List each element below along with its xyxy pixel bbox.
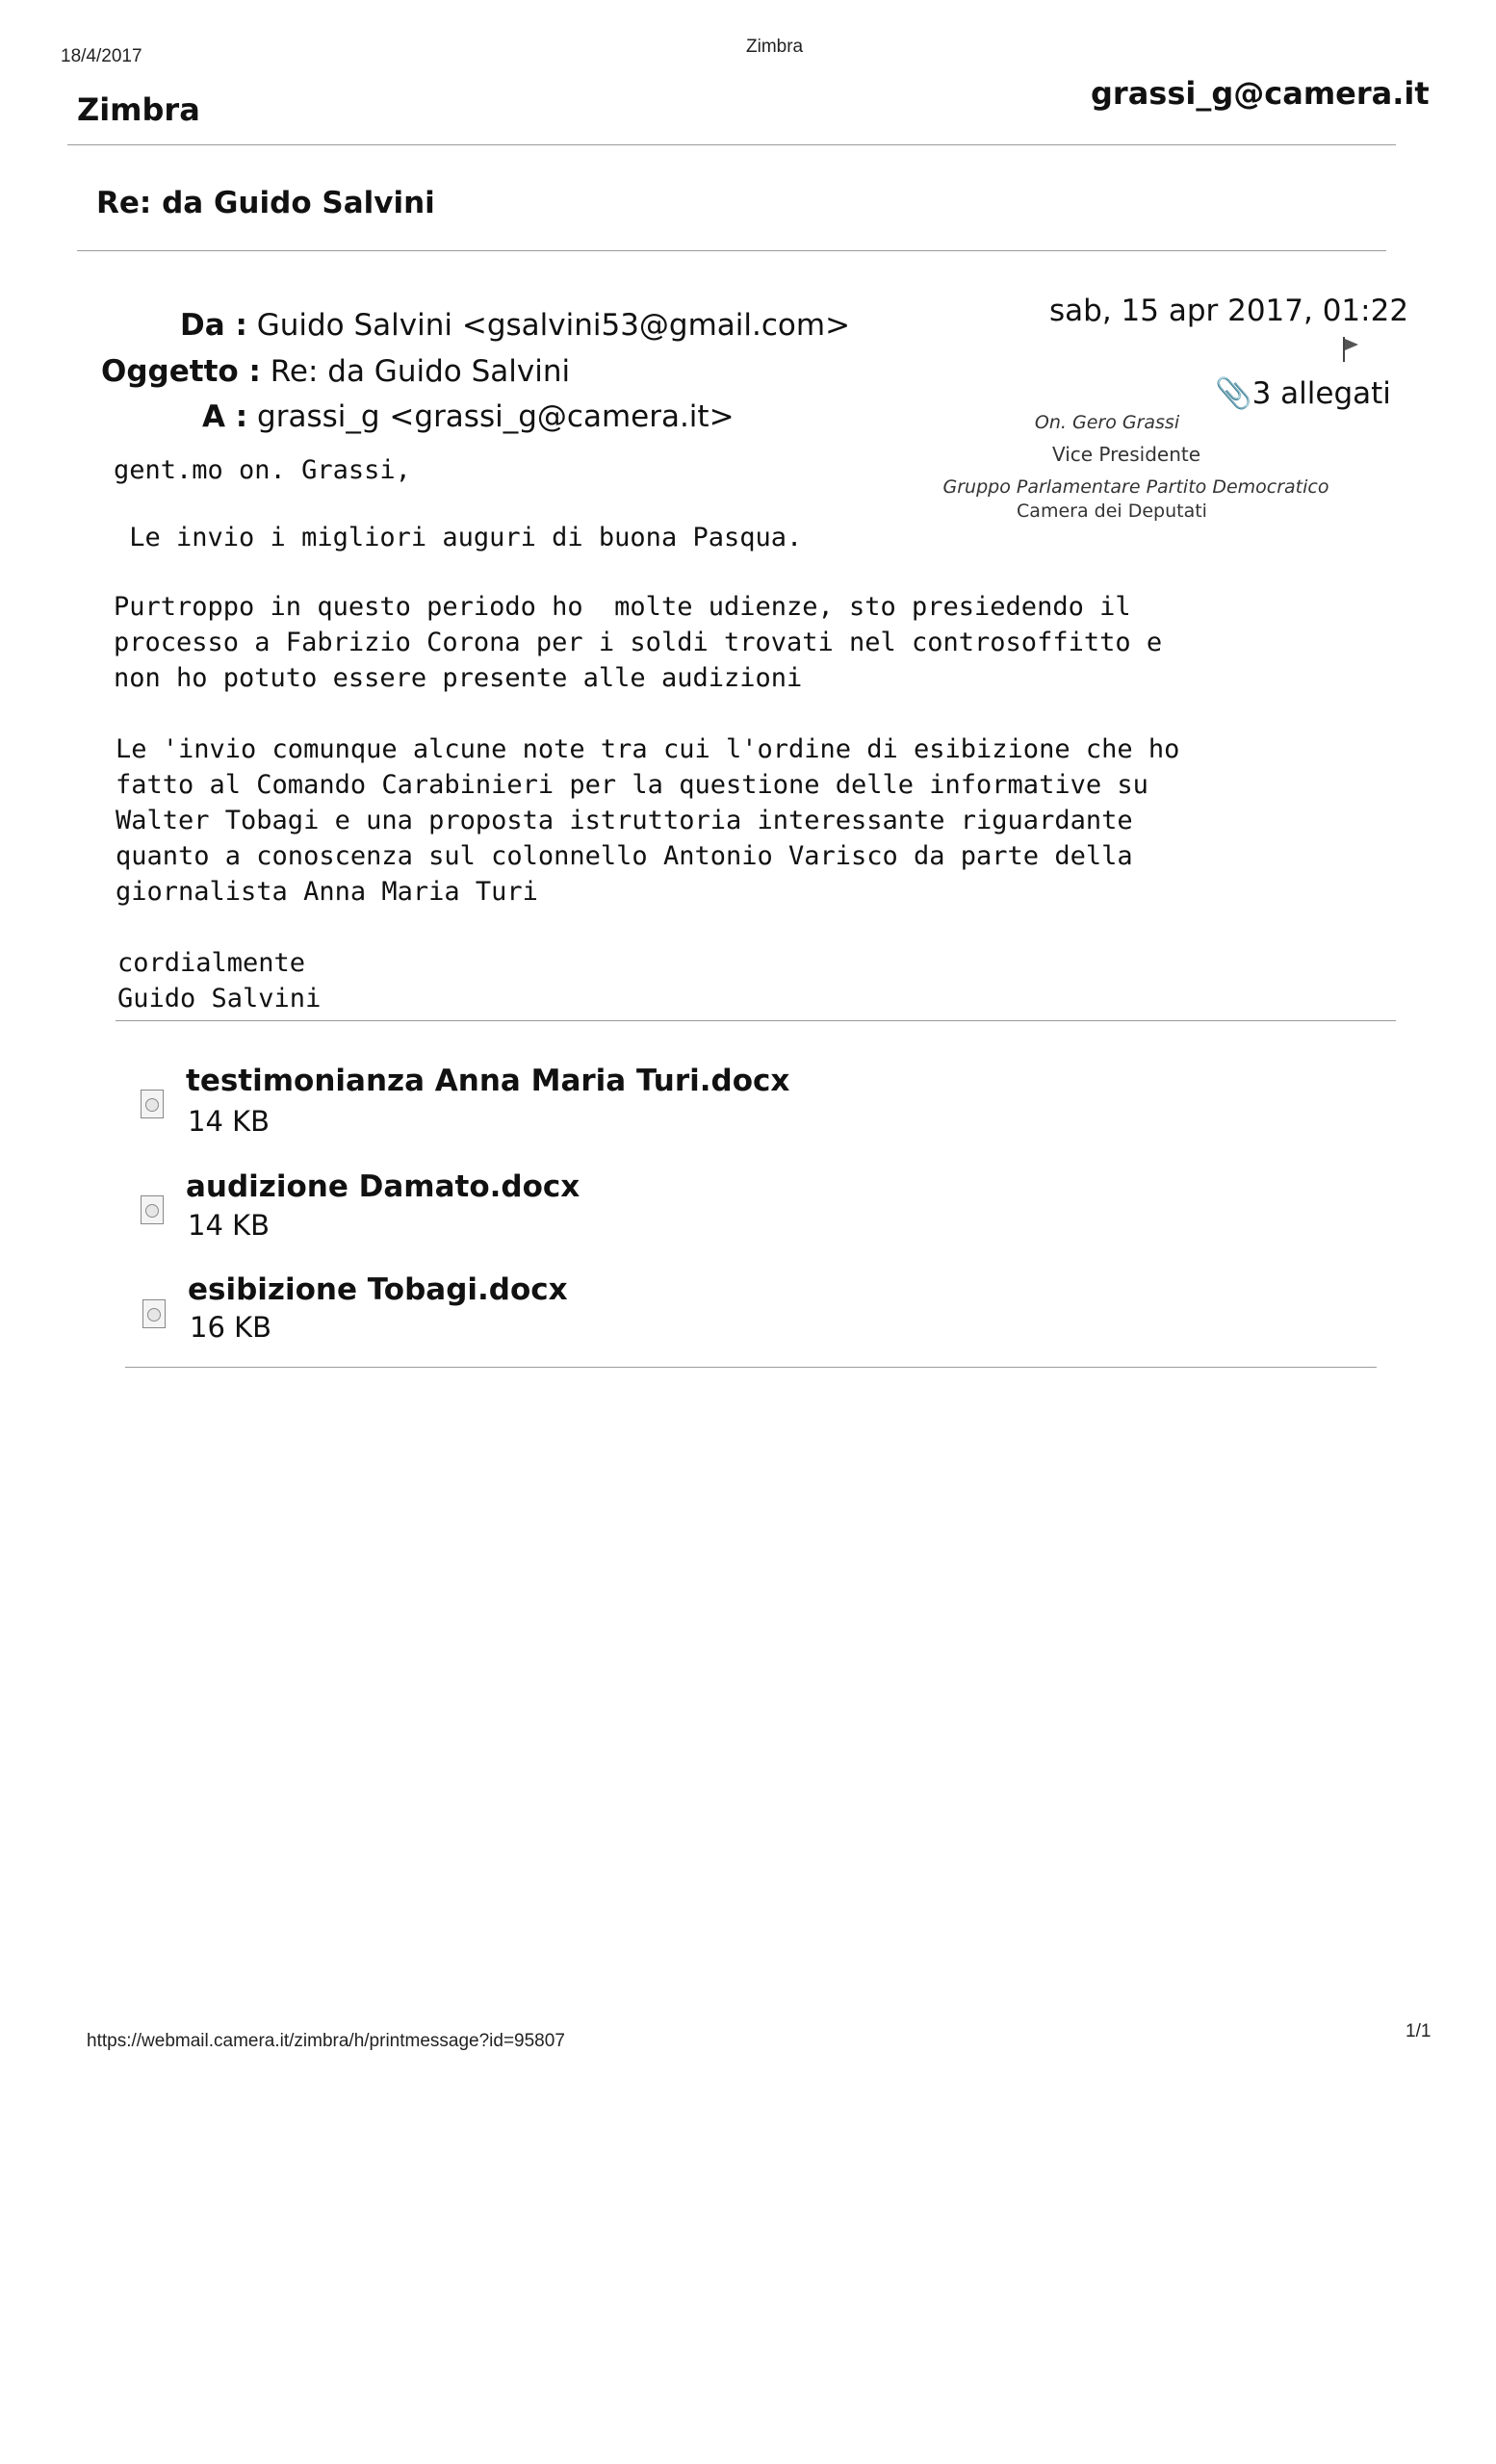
print-date: 18/4/2017	[61, 46, 142, 66]
attachment-size: 16 KB	[190, 1311, 272, 1344]
to-row	[202, 399, 735, 434]
body-line: processo a Fabrizio Corona per i soldi trovati nel controsoffitto e	[114, 628, 1163, 657]
document-icon	[141, 1195, 164, 1224]
message-date: sab, 15 apr 2017, 01:22	[1049, 294, 1409, 328]
stamp-line-4: Camera dei Deputati	[1017, 500, 1207, 522]
body-line: quanto a conoscenza sul colonnello Antonio Varisco da parte della	[116, 841, 1133, 871]
from-row	[180, 308, 850, 343]
subject-value: Re: da Guido Salvini	[270, 354, 571, 389]
attachment-size: 14 KB	[188, 1209, 271, 1242]
body-divider	[116, 1020, 1396, 1021]
from-label: Da :	[180, 308, 247, 343]
attachment-link[interactable]: esibizione Tobagi.docx	[188, 1272, 568, 1307]
paperclip-icon: 📎	[1215, 376, 1252, 411]
body-line: Purtroppo in questo periodo ho molte udienze, sto presiedendo il	[114, 592, 1131, 622]
page-number: 1/1	[1406, 2021, 1432, 2041]
header-divider	[67, 144, 1396, 145]
print-title: Zimbra	[746, 37, 804, 57]
attachment-link[interactable]: testimonianza Anna Maria Turi.docx	[186, 1064, 790, 1098]
flag-icon[interactable]	[1341, 337, 1362, 362]
body-line: fatto al Comando Carabinieri per la questione delle informative su	[116, 770, 1148, 800]
body-line: Le invio i migliori auguri di buona Pasqua.	[114, 523, 803, 552]
app-brand: Zimbra	[77, 91, 200, 128]
stamp-line-3: Gruppo Parlamentare Partito Democratico	[942, 476, 1329, 498]
message-subject: Re: da Guido Salvini	[96, 186, 435, 220]
stamp-line-1: On. Gero Grassi	[1034, 412, 1180, 433]
body-line: giornalista Anna Maria Turi	[116, 877, 538, 907]
account-email: grassi_g@camera.it	[1091, 75, 1430, 112]
attachment-link[interactable]: audizione Damato.docx	[186, 1169, 580, 1204]
subject-label: Oggetto :	[101, 354, 261, 389]
body-line: cordialmente	[117, 948, 306, 978]
attachments-count[interactable]: 📎3 allegati	[1215, 376, 1391, 411]
attachments-divider	[125, 1367, 1377, 1368]
body-line: Walter Tobagi e una proposta istruttoria interessante riguardante	[116, 806, 1133, 835]
body-line: gent.mo on. Grassi,	[114, 455, 411, 485]
document-icon	[142, 1299, 166, 1328]
document-icon	[141, 1090, 164, 1118]
print-url: https://webmail.camera.it/zimbra/h/printmessage?id=95807	[87, 2031, 565, 2051]
body-line: Guido Salvini	[117, 984, 322, 1014]
to-value[interactable]: grassi_g <grassi_g@camera.it>	[257, 399, 735, 434]
stamp-line-2: Vice Presidente	[1051, 443, 1201, 466]
body-line: Le 'invio comunque alcune note tra cui l'ordine di esibizione che ho	[116, 734, 1180, 764]
from-value[interactable]: Guido Salvini <gsalvini53@gmail.com>	[256, 308, 851, 343]
attachment-size: 14 KB	[188, 1105, 271, 1138]
body-line: non ho potuto essere presente alle audizioni	[114, 663, 803, 693]
subject-divider	[77, 250, 1386, 251]
subject-row	[101, 354, 570, 389]
to-label: A :	[202, 399, 248, 434]
